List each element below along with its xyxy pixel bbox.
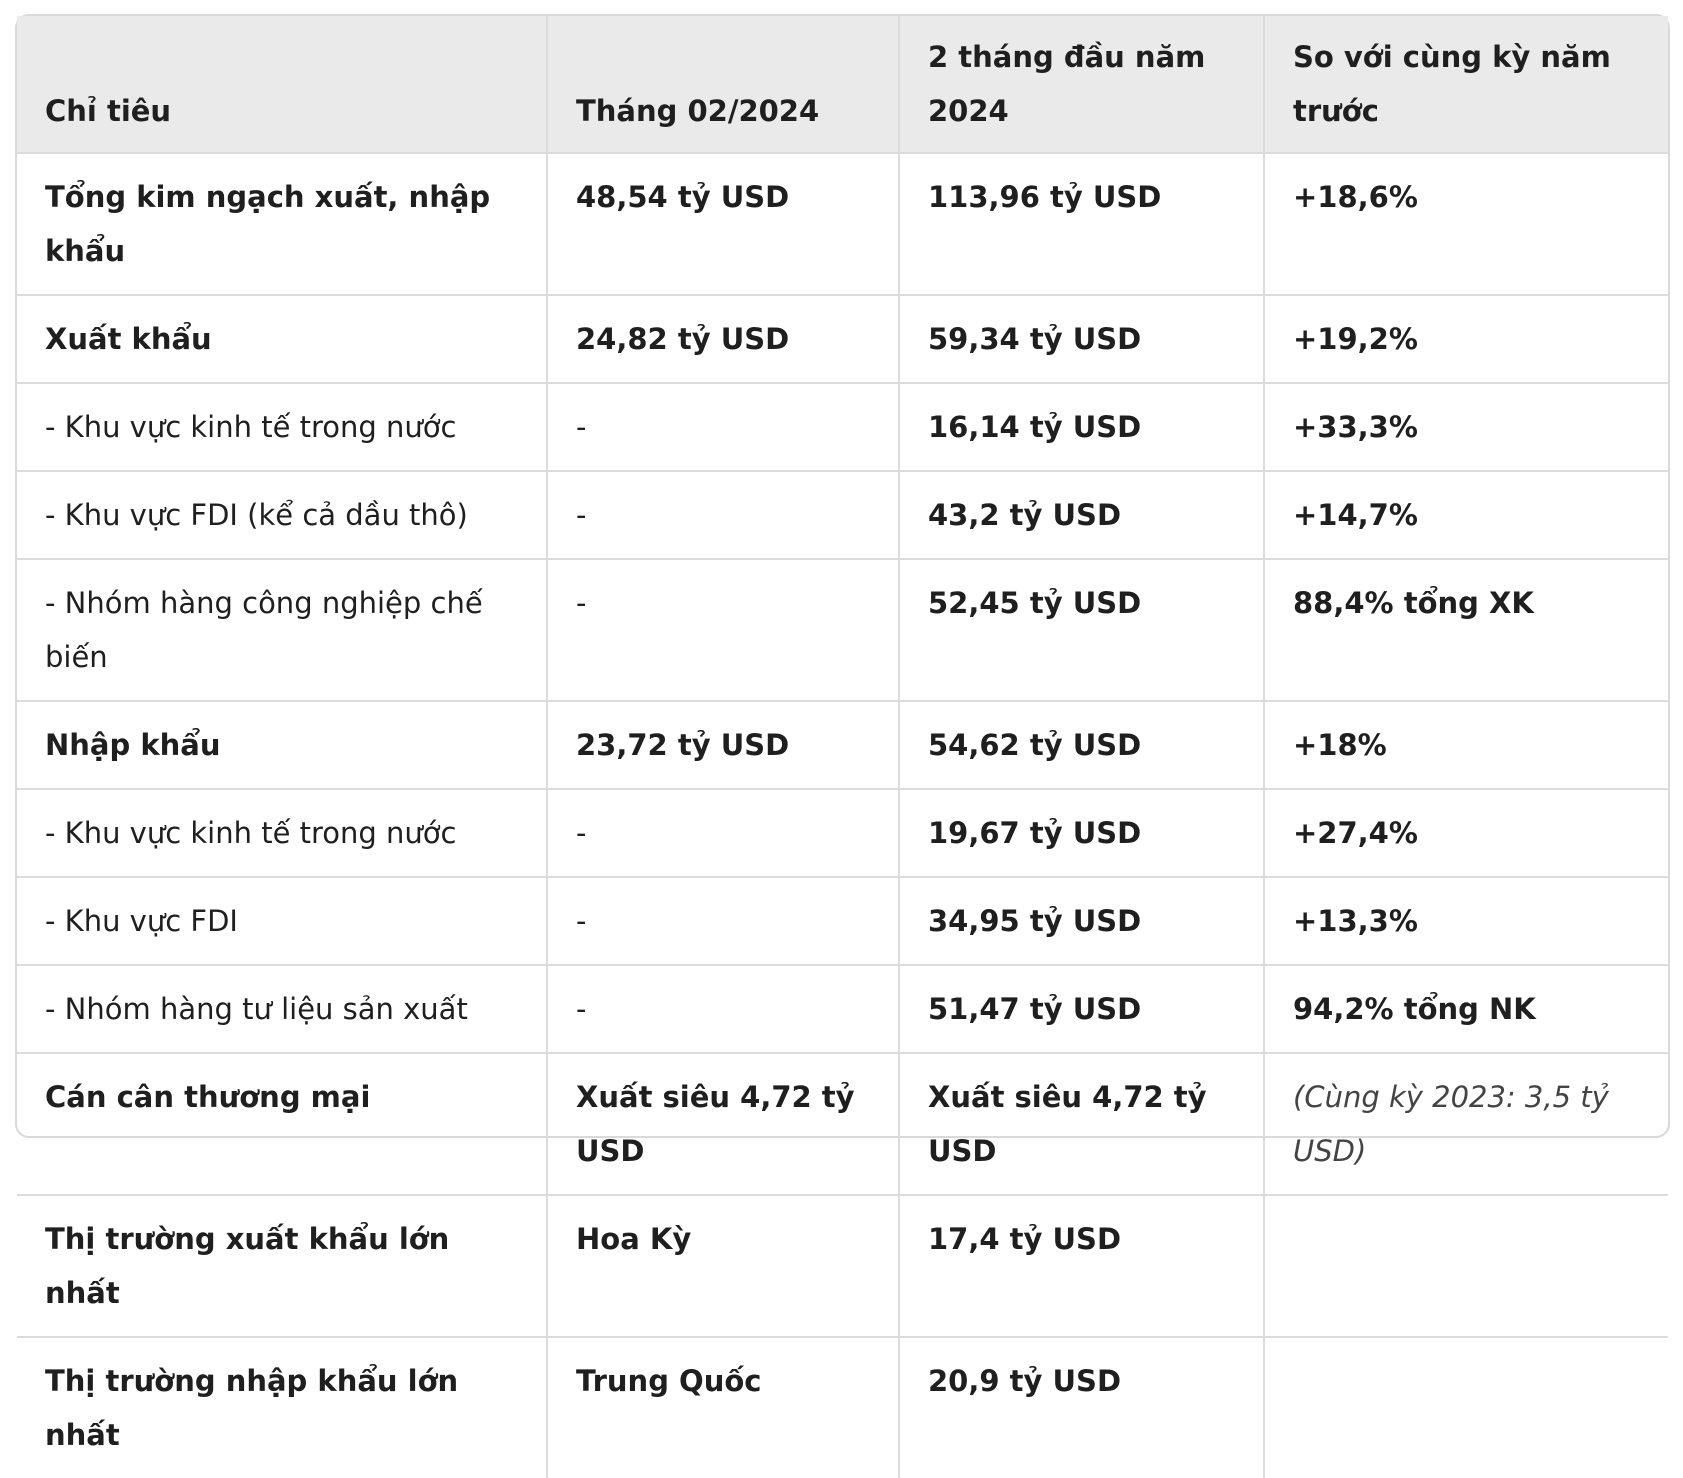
row-two-months: 17,4 tỷ USD bbox=[899, 1195, 1264, 1337]
row-yoy: 94,2% tổng NK bbox=[1264, 965, 1668, 1053]
row-yoy bbox=[1264, 1337, 1668, 1478]
header-two-months: 2 tháng đầu năm 2024 bbox=[899, 16, 1264, 153]
row-month: - bbox=[547, 471, 899, 559]
row-label: - Khu vực FDI bbox=[17, 877, 547, 965]
table-row bbox=[17, 383, 1668, 471]
row-two-months: 16,14 tỷ USD bbox=[899, 383, 1264, 471]
row-month: - bbox=[547, 877, 899, 965]
table-row bbox=[17, 877, 1668, 965]
row-label: Tổng kim ngạch xuất, nhập khẩu bbox=[17, 153, 547, 295]
row-label: Thị trường nhập khẩu lớn nhất bbox=[17, 1337, 547, 1478]
row-month: 24,82 tỷ USD bbox=[547, 295, 899, 383]
table-row bbox=[17, 1195, 1668, 1337]
row-label: - Khu vực kinh tế trong nước bbox=[17, 383, 547, 471]
row-label: - Nhóm hàng công nghiệp chế biến bbox=[17, 559, 547, 701]
header-indicator: Chỉ tiêu bbox=[17, 16, 547, 153]
row-two-months: 54,62 tỷ USD bbox=[899, 701, 1264, 789]
row-label: - Khu vực kinh tế trong nước bbox=[17, 789, 547, 877]
row-yoy: +13,3% bbox=[1264, 877, 1668, 965]
table-row bbox=[17, 789, 1668, 877]
row-month: - bbox=[547, 789, 899, 877]
row-month: 23,72 tỷ USD bbox=[547, 701, 899, 789]
row-yoy: +14,7% bbox=[1264, 471, 1668, 559]
row-month: - bbox=[547, 559, 899, 701]
row-two-months: 113,96 tỷ USD bbox=[899, 153, 1264, 295]
table-row bbox=[17, 295, 1668, 383]
row-label: Nhập khẩu bbox=[17, 701, 547, 789]
row-month: Hoa Kỳ bbox=[547, 1195, 899, 1337]
row-two-months: 19,67 tỷ USD bbox=[899, 789, 1264, 877]
row-yoy: +27,4% bbox=[1264, 789, 1668, 877]
row-month: - bbox=[547, 965, 899, 1053]
table-row bbox=[17, 965, 1668, 1053]
row-yoy: 88,4% tổng XK bbox=[1264, 559, 1668, 701]
row-label: Cán cân thương mại bbox=[17, 1053, 547, 1195]
row-yoy bbox=[1264, 1195, 1668, 1337]
row-yoy: +18,6% bbox=[1264, 153, 1668, 295]
header-yoy: So với cùng kỳ năm trước bbox=[1264, 16, 1668, 153]
row-label: - Nhóm hàng tư liệu sản xuất bbox=[17, 965, 547, 1053]
row-yoy: +19,2% bbox=[1264, 295, 1668, 383]
trade-statistics-table-container bbox=[15, 14, 1670, 1452]
row-label: Thị trường xuất khẩu lớn nhất bbox=[17, 1195, 547, 1337]
row-yoy: +33,3% bbox=[1264, 383, 1668, 471]
row-month: Trung Quốc bbox=[547, 1337, 899, 1478]
trade-statistics-table bbox=[17, 16, 1668, 1478]
row-two-months: 51,47 tỷ USD bbox=[899, 965, 1264, 1053]
row-month: Xuất siêu 4,72 tỷ USD bbox=[547, 1053, 899, 1195]
table-row bbox=[17, 153, 1668, 295]
row-two-months: Xuất siêu 4,72 tỷ USD bbox=[899, 1053, 1264, 1195]
row-label: - Khu vực FDI (kể cả dầu thô) bbox=[17, 471, 547, 559]
row-two-months: 52,45 tỷ USD bbox=[899, 559, 1264, 701]
row-label: Xuất khẩu bbox=[17, 295, 547, 383]
row-two-months: 59,34 tỷ USD bbox=[899, 295, 1264, 383]
header-month: Tháng 02/2024 bbox=[547, 16, 899, 153]
row-yoy: (Cùng kỳ 2023: 3,5 tỷ USD) bbox=[1264, 1053, 1668, 1195]
table-header-row bbox=[17, 16, 1668, 153]
row-two-months: 43,2 tỷ USD bbox=[899, 471, 1264, 559]
row-two-months: 34,95 tỷ USD bbox=[899, 877, 1264, 965]
table-row bbox=[17, 1337, 1668, 1478]
table-row bbox=[17, 701, 1668, 789]
row-yoy: +18% bbox=[1264, 701, 1668, 789]
table-row bbox=[17, 471, 1668, 559]
row-month: 48,54 tỷ USD bbox=[547, 153, 899, 295]
row-month: - bbox=[547, 383, 899, 471]
row-two-months: 20,9 tỷ USD bbox=[899, 1337, 1264, 1478]
table-row bbox=[17, 1053, 1668, 1195]
table-row bbox=[17, 559, 1668, 701]
